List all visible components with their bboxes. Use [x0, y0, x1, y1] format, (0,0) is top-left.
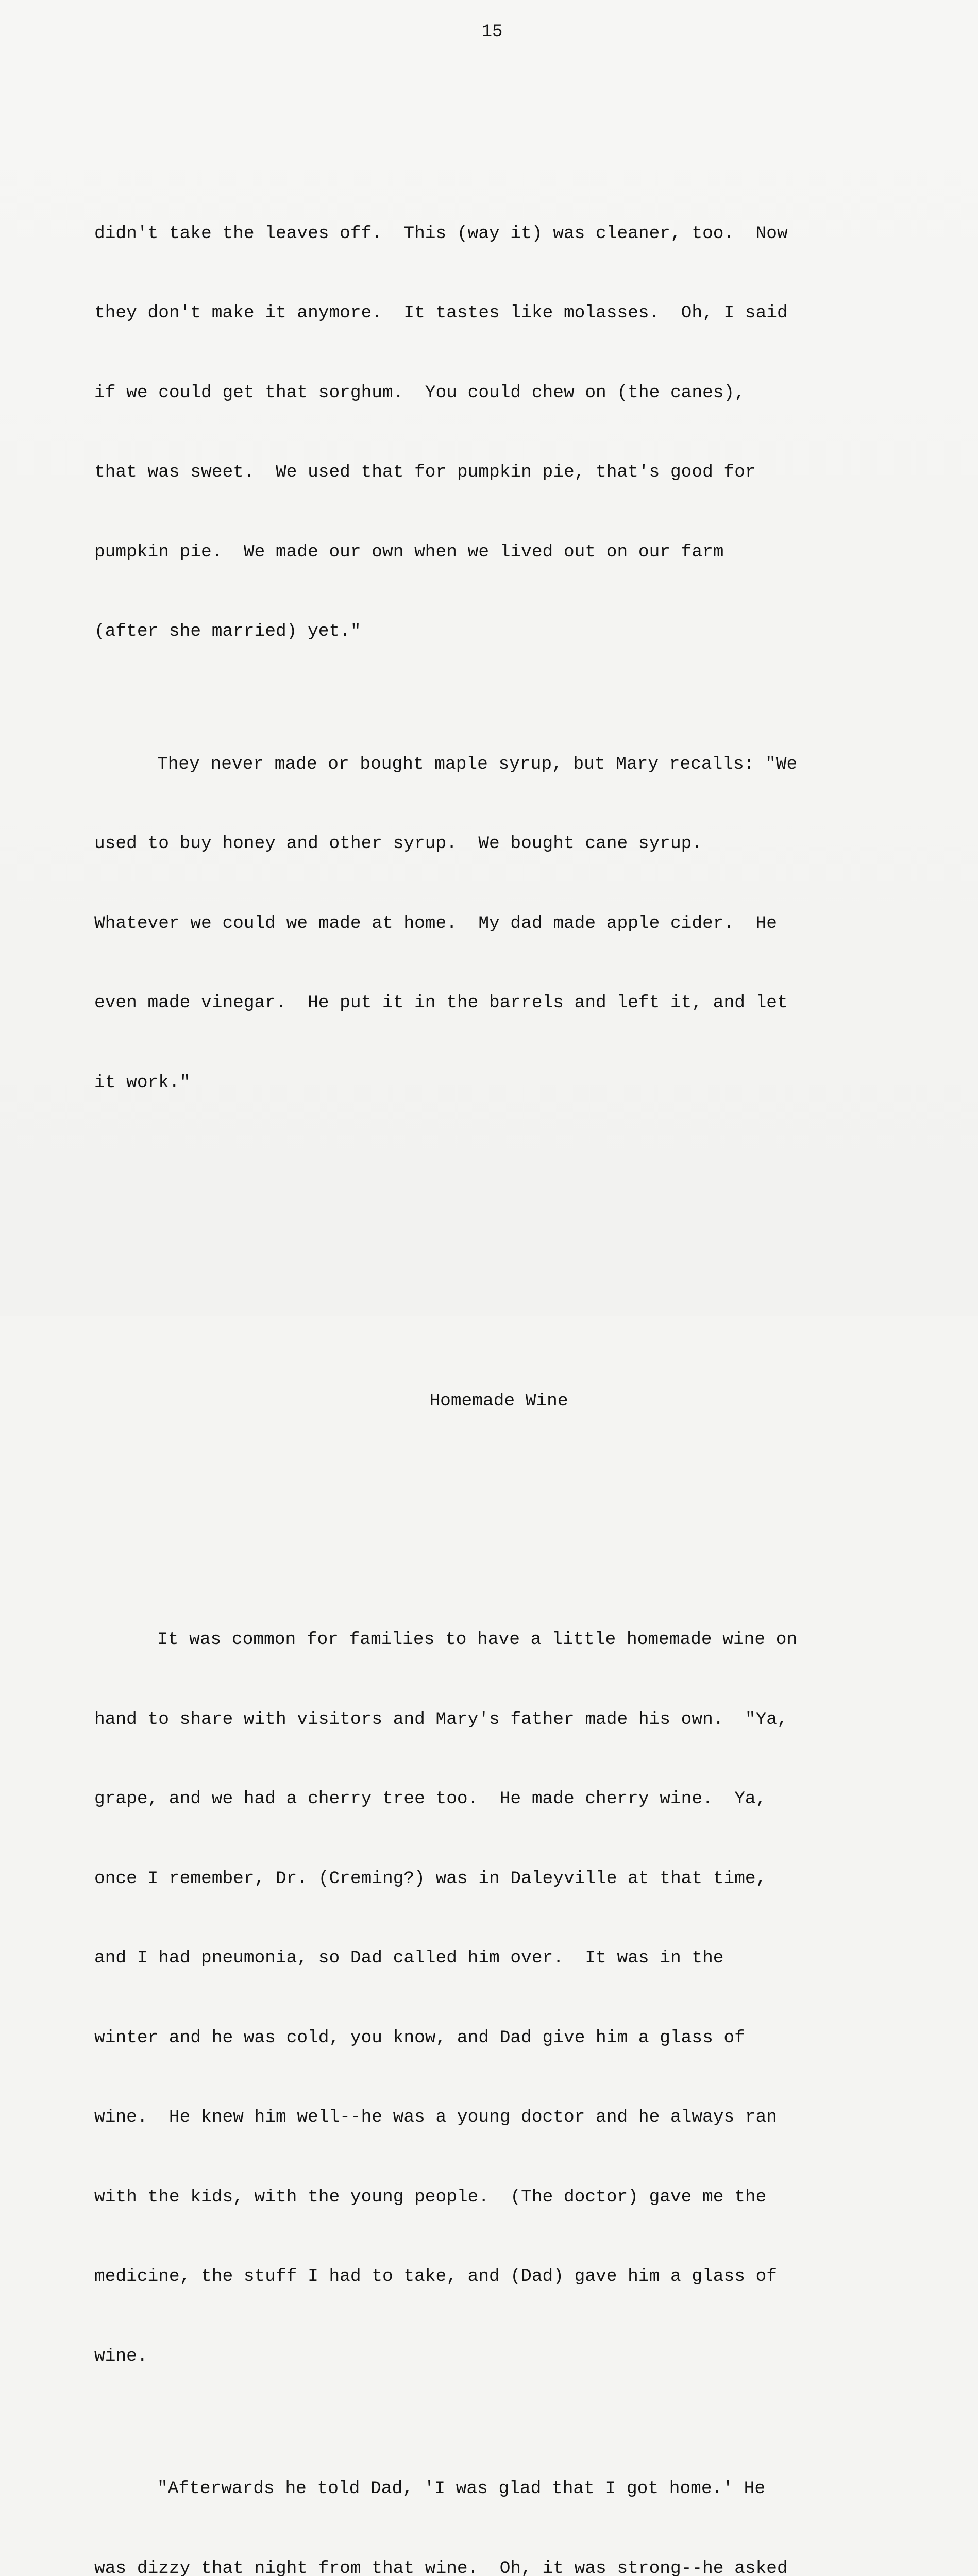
- text-line: wine.: [94, 2343, 898, 2370]
- text-line: winter and he was cold, you know, and Dad give him a glass of: [94, 2025, 898, 2052]
- text-line: was dizzy that night from that wine. Oh, it was strong--he asked: [94, 2555, 898, 2576]
- text-line: didn't take the leaves off. This (way it) was cleaner, too. Now: [94, 221, 898, 247]
- text-line: they don't make it anymore. It tastes like molasses. Oh, I said: [94, 300, 898, 327]
- text-line: once I remember, Dr. (Creming?) was in Daleyville at that time,: [94, 1866, 898, 1892]
- text-line: that was sweet. We used that for pumpkin pie, that's good for: [94, 459, 898, 486]
- text-line: and I had pneumonia, so Dad called him over. It was in the: [94, 1945, 898, 1972]
- text-line: wine. He knew him well--he was a young doctor and he always ran: [94, 2104, 898, 2131]
- text-line: even made vinegar. He put it in the barrels and left it, and let: [94, 990, 898, 1016]
- body-text: [94, 141, 898, 2576]
- text-line: used to buy honey and other syrup. We bought cane syrup.: [94, 831, 898, 857]
- spacer: [94, 1494, 898, 1521]
- spacer: [94, 1176, 898, 1202]
- page-number: 15: [0, 22, 978, 42]
- text-line: it work.": [94, 1070, 898, 1096]
- text-line: "Afterwards he told Dad, 'I was glad that I got home.' He: [94, 2476, 898, 2502]
- text-line: pumpkin pie. We made our own when we lived out on our farm: [94, 539, 898, 566]
- text-line: hand to share with visitors and Mary's father made his own. "Ya,: [94, 1706, 898, 1733]
- text-line: (after she married) yet.": [94, 618, 898, 645]
- text-line: grape, and we had a cherry tree too. He made cherry wine. Ya,: [94, 1786, 898, 1812]
- text-line: medicine, the stuff I had to take, and (Dad) gave him a glass of: [94, 2263, 898, 2290]
- section-heading: Homemade Wine: [94, 1388, 898, 1415]
- text-line: Whatever we could we made at home. My dad made apple cider. He: [94, 910, 898, 937]
- spacer: [94, 1255, 898, 1282]
- text-line: It was common for families to have a little homemade wine on: [94, 1626, 898, 1653]
- text-line: if we could get that sorghum. You could chew on (the canes),: [94, 380, 898, 406]
- text-line: with the kids, with the young people. (The doctor) gave me the: [94, 2184, 898, 2211]
- text-line: They never made or bought maple syrup, but Mary recalls: "We: [94, 751, 898, 778]
